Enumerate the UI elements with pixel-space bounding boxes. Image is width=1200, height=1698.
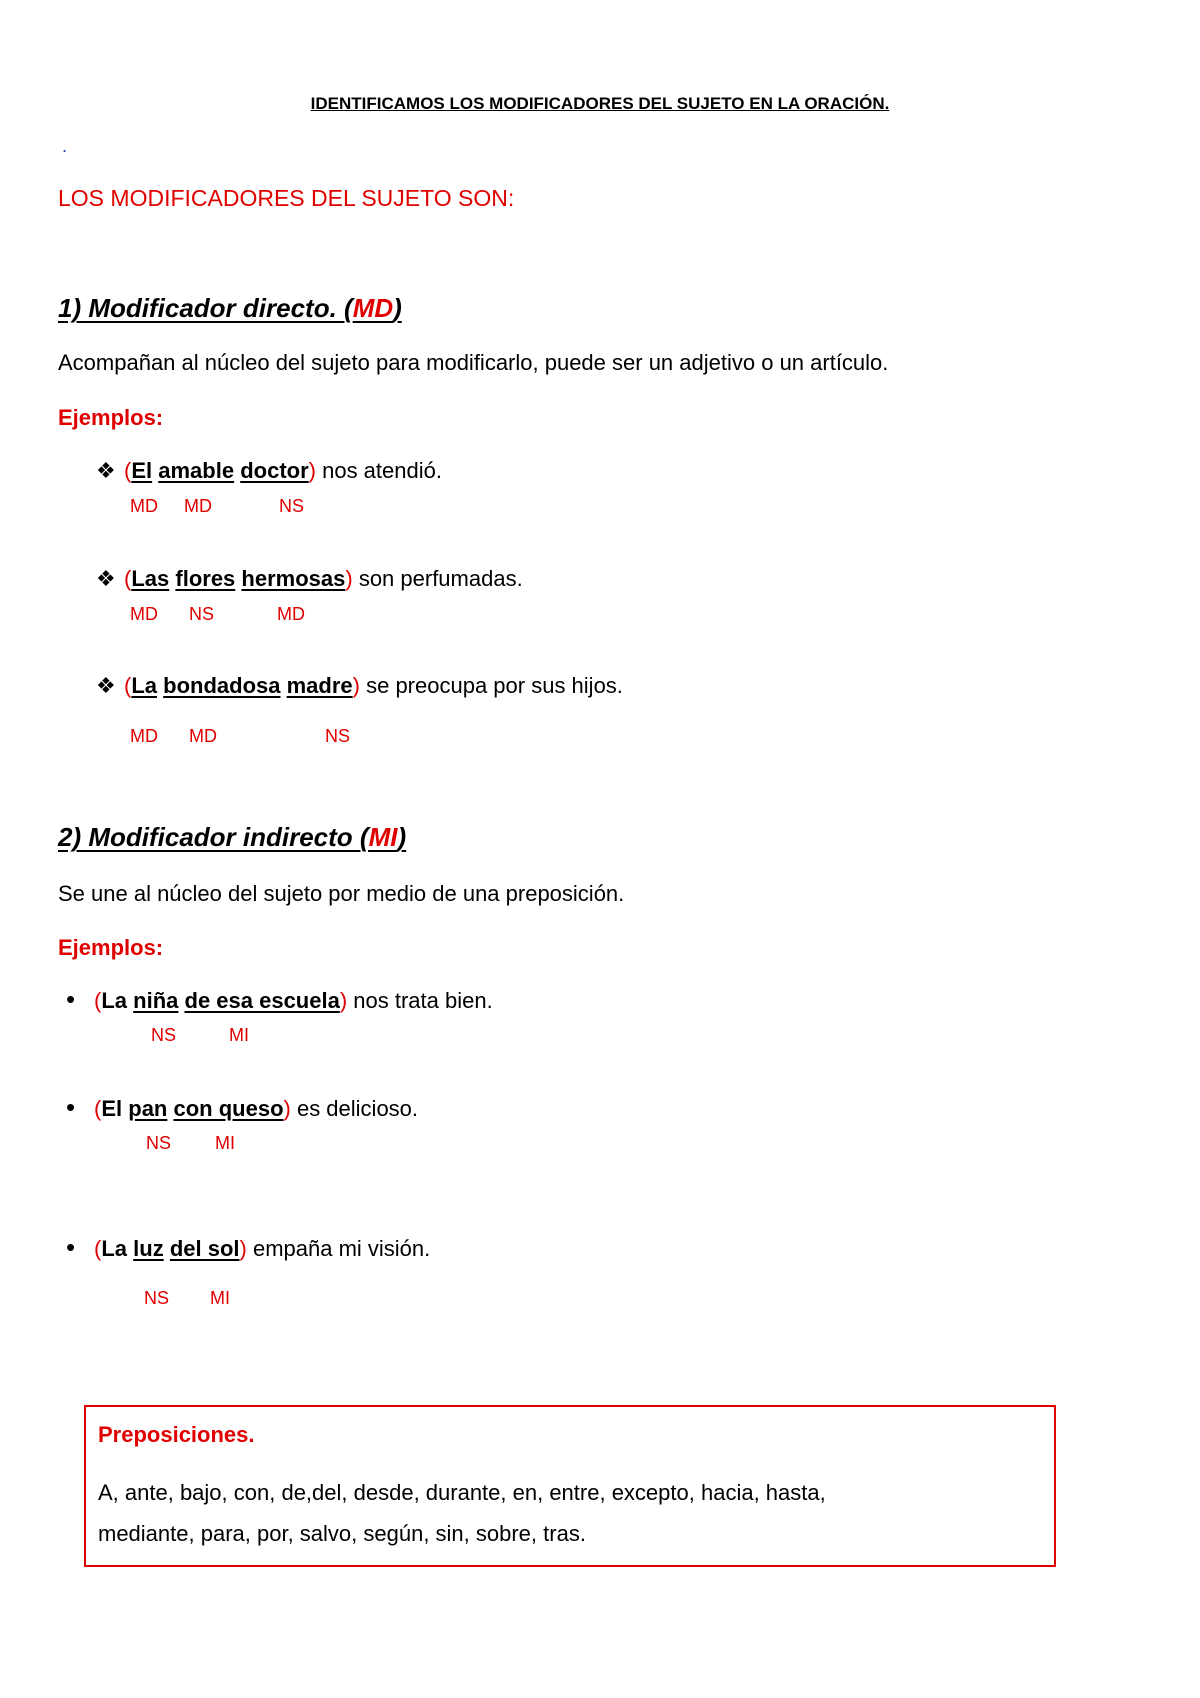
- mi-example-1: • (La niña de esa escuela) nos trata bien.: [66, 984, 493, 1014]
- stray-dot: .: [62, 136, 68, 156]
- prepositions-title: Preposiciones.: [98, 1422, 255, 1447]
- label-md: MD: [189, 726, 217, 746]
- label-md: MD: [184, 496, 212, 516]
- section2-heading: 2) Modificador indirecto (MI): [58, 822, 407, 852]
- mi-example-2: • (El pan con queso) es delicioso.: [66, 1092, 419, 1122]
- mi-example-3: • (La luz del sol) empaña mi visión.: [66, 1232, 431, 1262]
- section2-examples-label: Ejemplos:: [58, 935, 164, 960]
- section2-description: Se une al núcleo del sujeto por medio de una preposición.: [58, 881, 625, 906]
- label-md: MD: [277, 604, 305, 624]
- label-ns: NS: [144, 1288, 170, 1308]
- label-mi: MI: [215, 1133, 235, 1153]
- label-md: MD: [130, 496, 158, 516]
- section2-abbr: MI: [368, 822, 398, 852]
- document-title: IDENTIFICAMOS LOS MODIFICADORES DEL SUJETO EN LA ORACIÓN.: [310, 94, 890, 113]
- diamond-bullet-icon: ❖: [96, 566, 116, 591]
- md-example-1: ❖ (El amable doctor) nos atendió.: [96, 458, 442, 483]
- bullet-dot-icon: •: [66, 984, 76, 1014]
- bullet-dot-icon: •: [66, 1092, 76, 1122]
- md-example-3: ❖ (La bondadosa madre) se preocupa por sus hijos.: [96, 673, 623, 698]
- label-mi: MI: [210, 1288, 230, 1308]
- label-md: MD: [130, 726, 158, 746]
- section1-heading: 1) Modificador directo. (MD): [58, 293, 402, 323]
- bullet-dot-icon: •: [66, 1232, 76, 1262]
- diamond-bullet-icon: ❖: [96, 458, 116, 483]
- label-md: MD: [130, 604, 158, 624]
- label-ns: NS: [325, 726, 351, 746]
- section1-examples-label: Ejemplos:: [58, 405, 164, 430]
- label-mi: MI: [229, 1025, 249, 1045]
- intro-heading: LOS MODIFICADORES DEL SUJETO SON:: [58, 185, 515, 211]
- md-example-2: ❖ (Las flores hermosas) son perfumadas.: [96, 566, 523, 591]
- prepositions-line-1: A, ante, bajo, con, de,del, desde, durante, en, entre, excepto, hacia, hasta,: [98, 1480, 826, 1505]
- label-ns: NS: [279, 496, 305, 516]
- label-ns: NS: [151, 1025, 177, 1045]
- section1-abbr: MD: [352, 293, 394, 323]
- prepositions-line-2: mediante, para, por, salvo, según, sin, sobre, tras.: [98, 1521, 586, 1546]
- label-ns: NS: [189, 604, 215, 624]
- section1-description: Acompañan al núcleo del sujeto para modificarlo, puede ser un adjetivo o un artículo.: [58, 350, 889, 375]
- label-ns: NS: [146, 1133, 172, 1153]
- diamond-bullet-icon: ❖: [96, 673, 116, 698]
